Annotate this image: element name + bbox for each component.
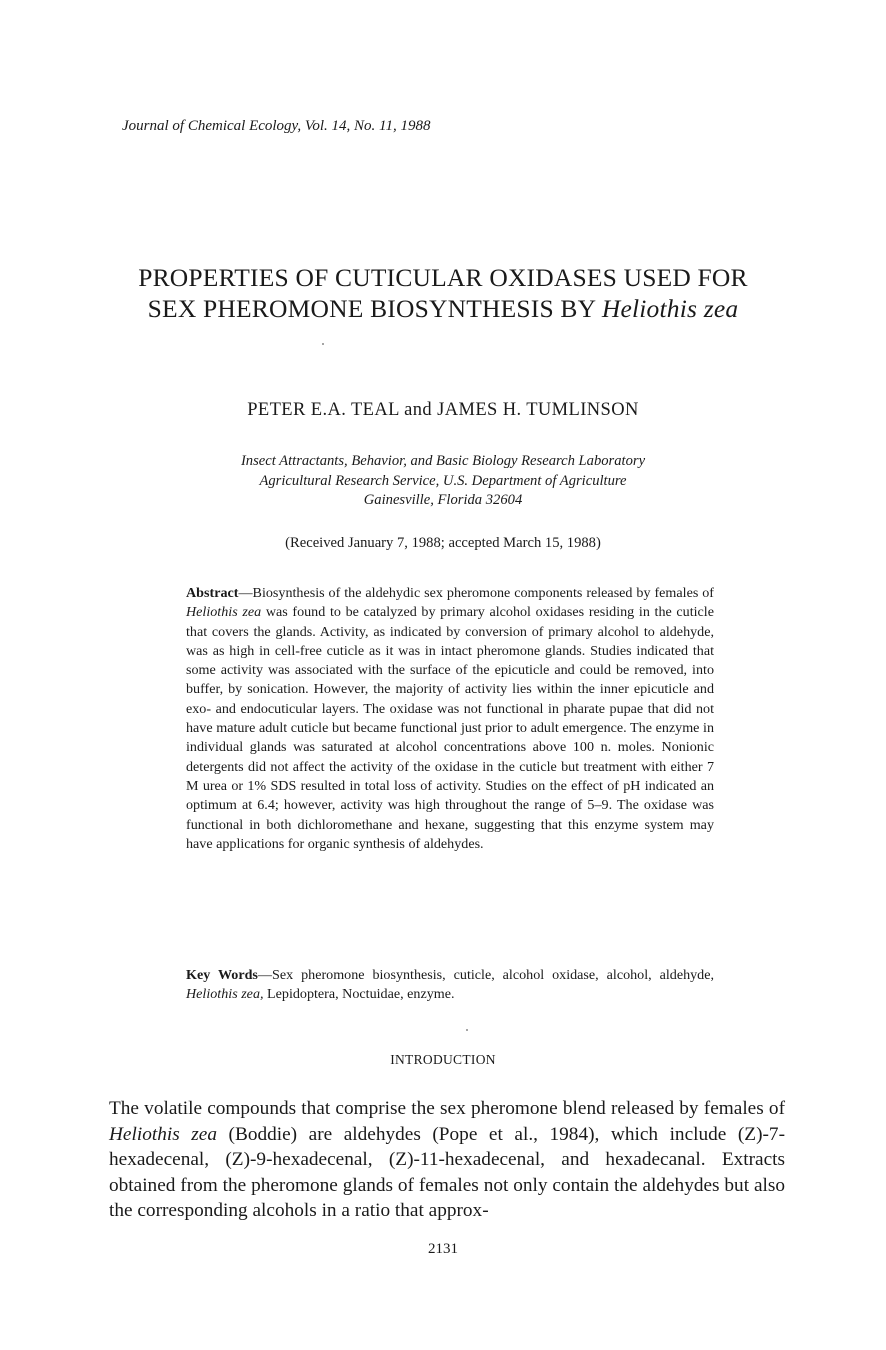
intro-species: Heliothis zea xyxy=(109,1123,217,1145)
intro-text-a: The volatile compounds that comprise the sex pheromone blend released by females of xyxy=(109,1098,785,1119)
article-title xyxy=(60,262,826,324)
affiliation-line-3: Gainesville, Florida 32604 xyxy=(363,492,523,508)
authors: PETER E.A. TEAL and JAMES H. TUMLINSON xyxy=(247,400,639,420)
received-dates: (Received January 7, 1988; accepted March 15, 1988) xyxy=(285,535,601,551)
intro-text-b: (Boddie) are aldehydes (Pope et al., 1984), which include (Z)-7-hexadecenal, (Z)-9-hexadecenal, (Z)-11-hexadecenal, and hexadecanal. Extracts obtained from the pheromone glands of females not only contain the aldehydes but also the corresponding alcohols in a ratio that approx- xyxy=(109,1123,785,1221)
journal-citation: Journal of Chemical Ecology, Vol. 14, No. 11, 1988 xyxy=(122,118,431,134)
scan-speck xyxy=(322,343,324,345)
scan-speck xyxy=(466,1029,468,1031)
affiliation xyxy=(60,452,826,511)
title-line-2-text: SEX PHEROMONE BIOSYNTHESIS BY xyxy=(147,294,596,323)
abstract xyxy=(186,584,714,854)
key-words xyxy=(186,966,714,1005)
key-words-text-a: —Sex pheromone biosynthesis, cuticle, alcohol oxidase, alcohol, aldehyde, xyxy=(257,967,714,983)
abstract-text-a: —Biosynthesis of the aldehydic sex pheromone components released by females of xyxy=(238,585,714,601)
key-words-text-b: Lepidoptera, Noctuidae, enzyme. xyxy=(267,986,455,1003)
abstract-text-b: was found to be catalyzed by primary alcohol oxidases residing in the cuticle that covers the glands. Activity, as indicated by conversion of primary alcohol to aldehyde, was as high in cell-free cuticle as it was in intact pheromone glands. Studies indicated that some activity was associated with the surface of the epicuticle and could be removed, into buffer, by sonication. However, the majority of activity lies within the inner epicuticle and exo- and endocuticular layers. The oxidase was not functional in pharate pupae that did not have mature adult cuticle but became functional just prior to adult emergence. The enzyme in individual glands was saturated at alcohol concentrations above 100 n. moles. Nonionic detergents did not affect the activity of the oxidase in the cuticle but treatment with either 7 M urea or 1% SDS resulted in total loss of activity. Studies on the effect of pH indicated an optimum at 6.4; however, activity was high throughout the range of 5–9. The oxidase was functional in both dichloromethane and hexane, suggesting that this enzyme system may have applications for organic synthesis of aldehydes. xyxy=(186,604,714,852)
key-words-species: Heliothis zea, xyxy=(186,986,264,1003)
abstract-species: Heliothis zea xyxy=(186,604,262,621)
title-species: Heliothis zea xyxy=(601,294,739,323)
affiliation-line-1: Insect Attractants, Behavior, and Basic Biology Research Laboratory xyxy=(240,453,646,469)
introduction-paragraph xyxy=(109,1096,785,1224)
key-words-label: Key Words xyxy=(186,967,258,983)
affiliation-line-2: Agricultural Research Service, U.S. Department of Agriculture xyxy=(259,472,627,489)
page-number: 2131 xyxy=(428,1241,458,1257)
section-heading: INTRODUCTION xyxy=(390,1052,496,1067)
title-line-1: PROPERTIES OF CUTICULAR OXIDASES USED FOR xyxy=(138,263,748,292)
title-line-2 xyxy=(60,293,826,324)
abstract-label: Abstract xyxy=(186,585,239,601)
